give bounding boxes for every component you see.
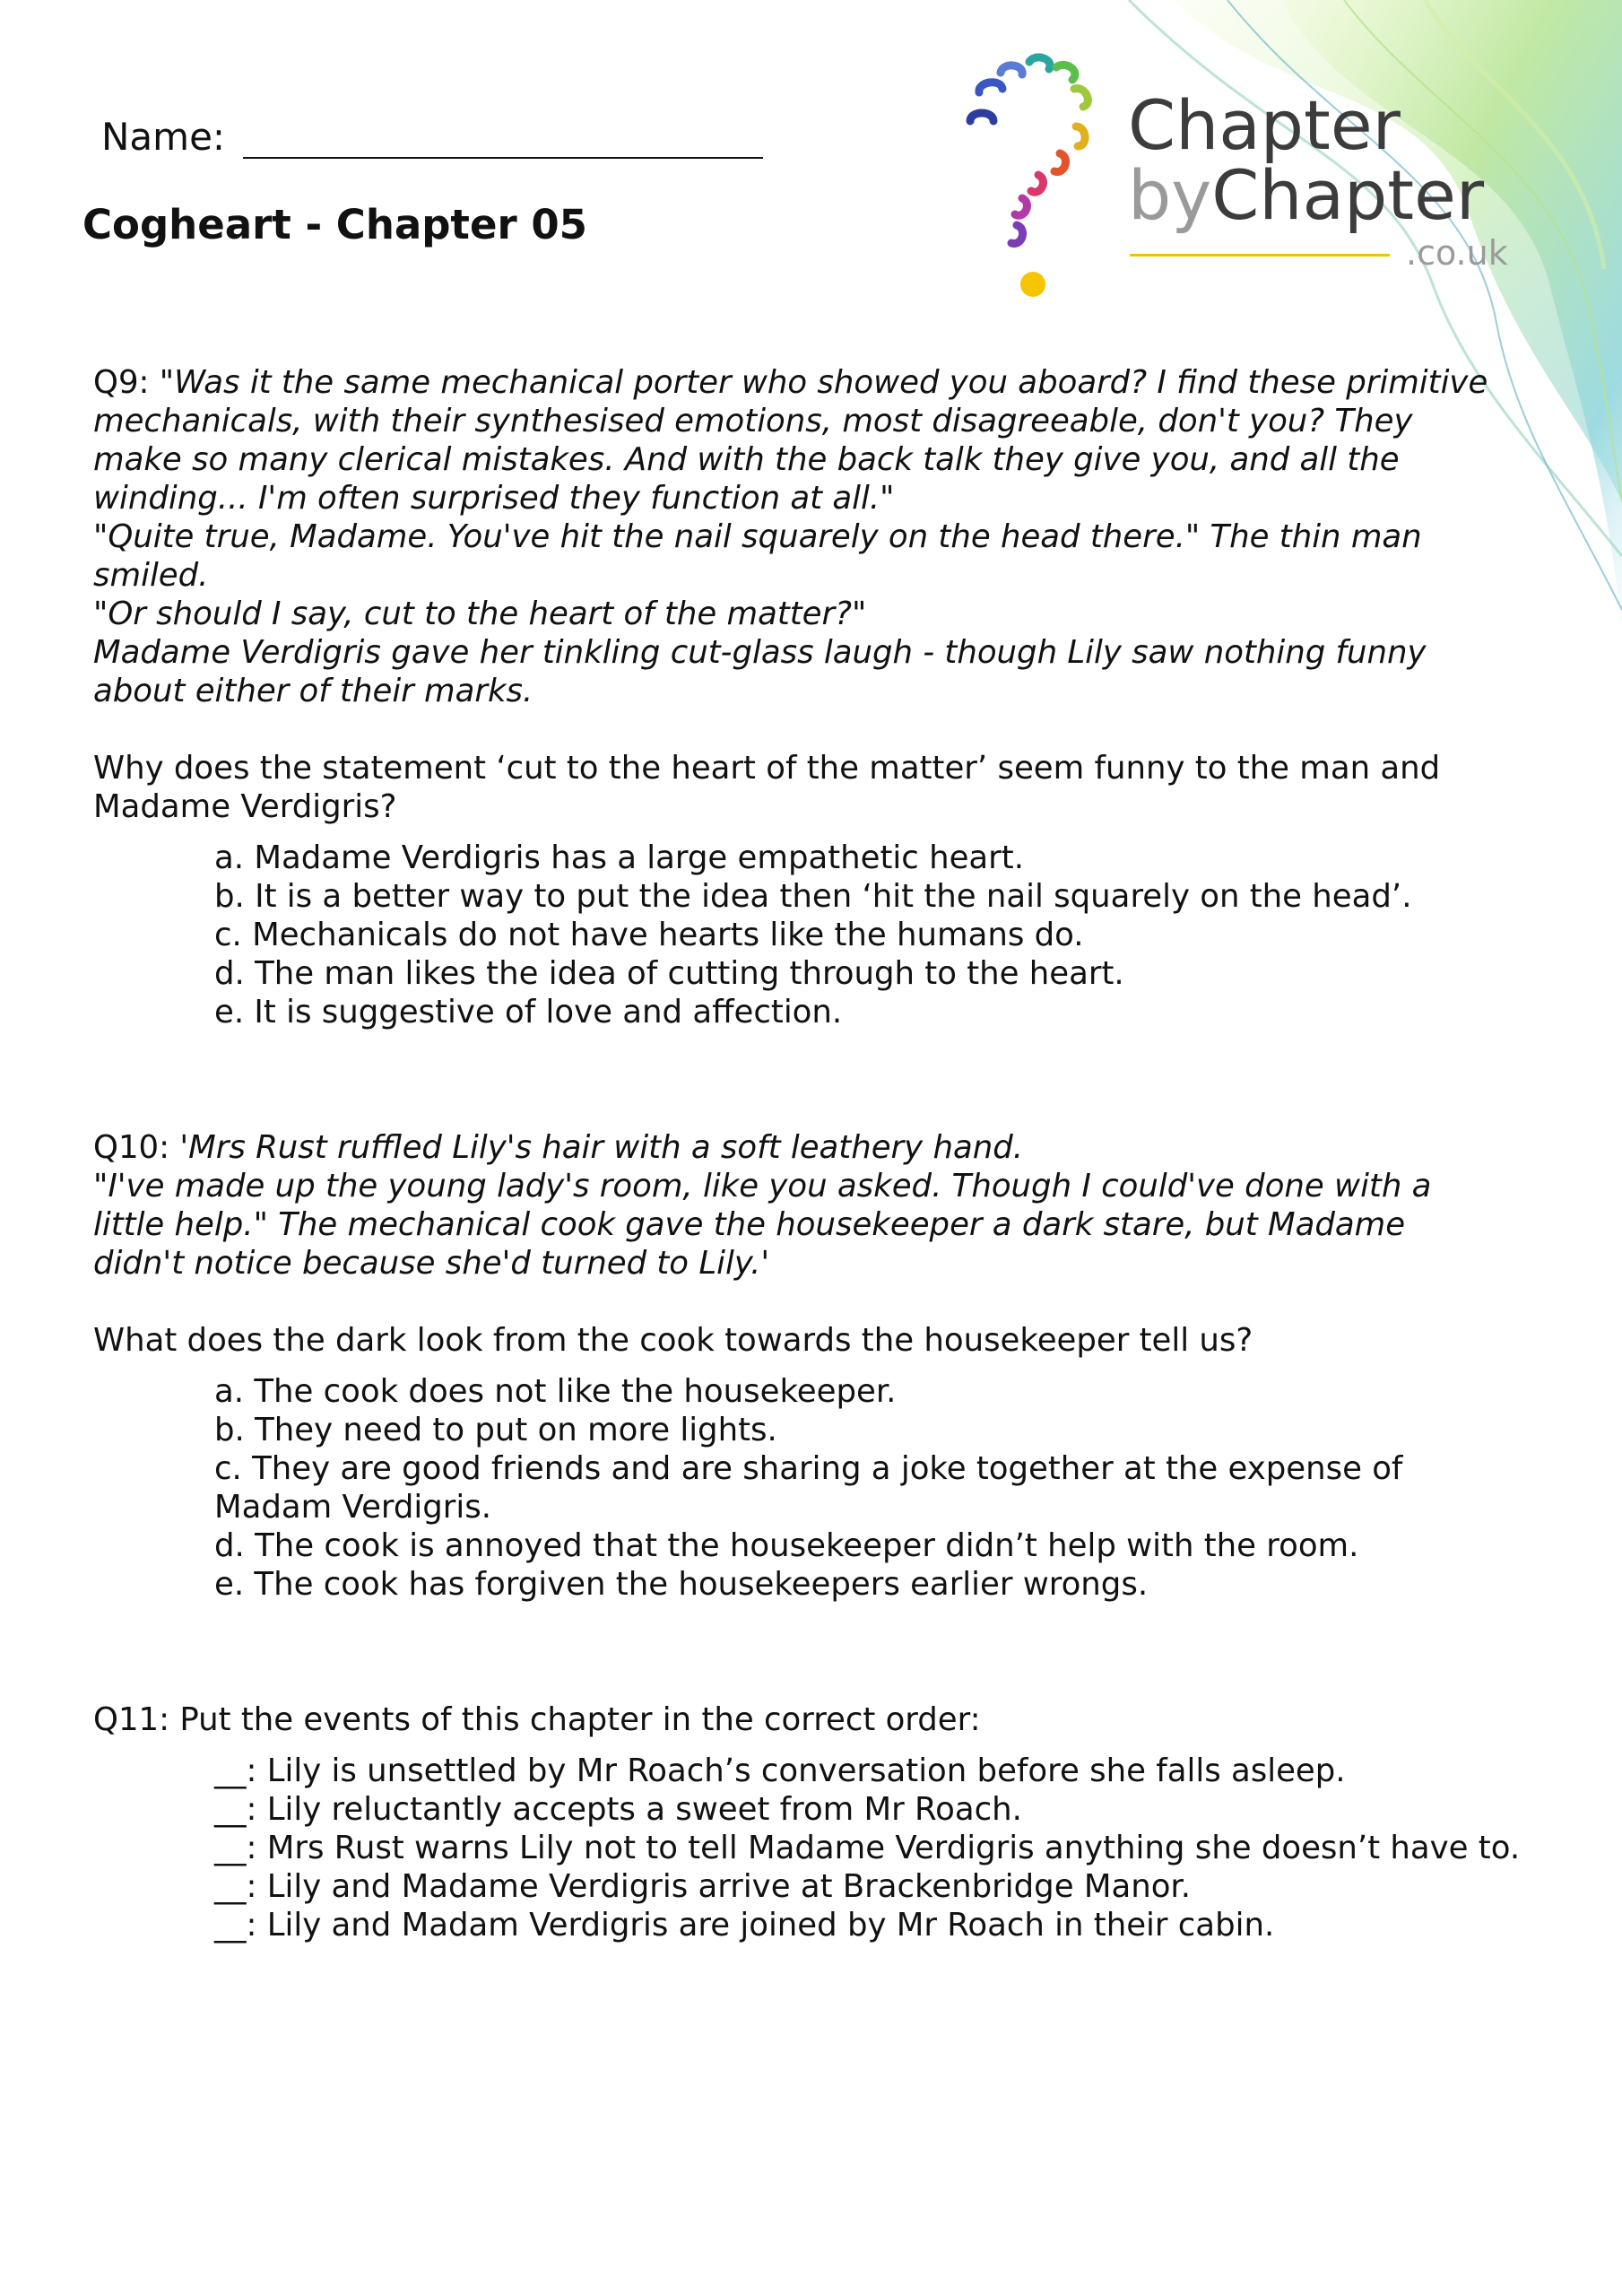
q11-question: Put the events of this chapter in the correct order: [179,1701,981,1738]
logo-underline [1130,254,1390,257]
q9-options [214,839,1546,1031]
worksheet-content [93,363,1546,1944]
q9-quote-line: Madame Verdigris gave her tinkling cut-glass laugh - though Lily saw nothing funny [93,634,1427,671]
event-item[interactable]: __: Mrs Rust warns Lily not to tell Madame Verdigris anything she doesn’t have to. [214,1830,1521,1866]
q11-label: Q11: [93,1701,170,1738]
q9-quote-line [93,363,1546,402]
answer-option[interactable]: c. Mechanicals do not have hearts like the humans do. [214,917,1084,953]
q9-question: Why does the statement ‘cut to the heart of the matter’ seem funny to the man and Madame Verdigris? [93,750,1441,825]
question-mark-books-icon [959,49,1130,309]
logo-text-chapter: Chapter [1128,85,1401,165]
logo-text-bychapter [1128,155,1484,235]
answer-option[interactable]: e. The cook has forgiven the housekeepers earlier wrongs. [214,1566,1149,1603]
q9-quote-line: "Quite true, Madame. You've hit the nail squarely on the head there." The thin man [93,518,1422,555]
logo-domain: .co.uk [1406,233,1508,273]
answer-option[interactable]: b. They need to put on more lights. [214,1412,777,1448]
logo-text-chapter-2: Chapter [1211,155,1485,235]
answer-option[interactable]: d. The man likes the idea of cutting through to the heart. [214,955,1124,992]
q9-label: Q9: [93,364,150,401]
q9-quote-line: smiled. [93,557,209,594]
question-10 [93,1128,1546,1604]
q9-quote-line: "Or should I say, cut to the heart of the matter?" [93,596,867,632]
answer-option[interactable]: a. Madame Verdigris has a large empathetic heart. [214,839,1024,876]
q10-quote-line: little help." The mechanical cook gave the housekeeper a dark stare, but Madame [93,1206,1406,1243]
event-item[interactable]: __: Lily and Madame Verdigris arrive at Brackenbridge Manor. [214,1868,1192,1905]
chapter-by-chapter-logo [959,49,1533,318]
q10-label: Q10: [93,1129,170,1166]
q9-quote-line: make so many clerical mistakes. And with the back talk they give you, and all the [93,441,1400,478]
event-item[interactable]: __: Lily and Madam Verdigris are joined by Mr Roach in their cabin. [214,1907,1275,1944]
q11-question-line [93,1700,1546,1739]
q11-events [214,1752,1523,1944]
q10-quote-line [93,1128,1546,1167]
question-11 [93,1700,1546,1944]
q10-quote-line: "I've made up the young lady's room, like you asked. Though I could've done with a [93,1168,1432,1205]
event-item[interactable]: __: Lily is unsettled by Mr Roach’s conversation before she falls asleep. [214,1752,1346,1789]
answer-option[interactable]: a. The cook does not like the housekeeper. [214,1373,897,1410]
q10-options [214,1372,1523,1604]
name-field-row [101,115,763,159]
answer-option[interactable]: b. It is a better way to put the idea then ‘hit the nail squarely on the head’. [214,878,1412,915]
q10-quote-line: didn't notice because she'd turned to Lily.' [93,1245,770,1282]
q9-quote-line: mechanicals, with their synthesised emotions, most disagreeable, don't you? They [93,403,1413,439]
q9-quote-line: winding... I'm often surprised they function at all." [93,480,895,517]
answer-option[interactable]: d. The cook is annoyed that the housekeeper didn’t help with the room. [214,1527,1359,1564]
question-9 [93,363,1546,1031]
name-line[interactable] [243,117,763,159]
worksheet-title: Cogheart - Chapter 05 [82,201,587,248]
q10-quote-text: 'Mrs Rust ruffled Lily's hair with a soft leathery hand. [179,1129,1024,1166]
q9-quote-line: about either of their marks. [93,673,533,709]
answer-option[interactable]: e. It is suggestive of love and affection. [214,994,843,1031]
name-label: Name: [101,115,226,159]
q9-quote-text: "Was it the same mechanical porter who showed you aboard? I find these primitive [159,364,1488,401]
q10-question: What does the dark look from the cook towards the housekeeper tell us? [93,1322,1253,1359]
answer-option[interactable]: c. They are good friends and are sharing a joke together at the expense of Madam Verdigris. [214,1450,1403,1526]
event-item[interactable]: __: Lily reluctantly accepts a sweet from Mr Roach. [214,1791,1022,1828]
logo-text-by: by [1128,155,1212,235]
